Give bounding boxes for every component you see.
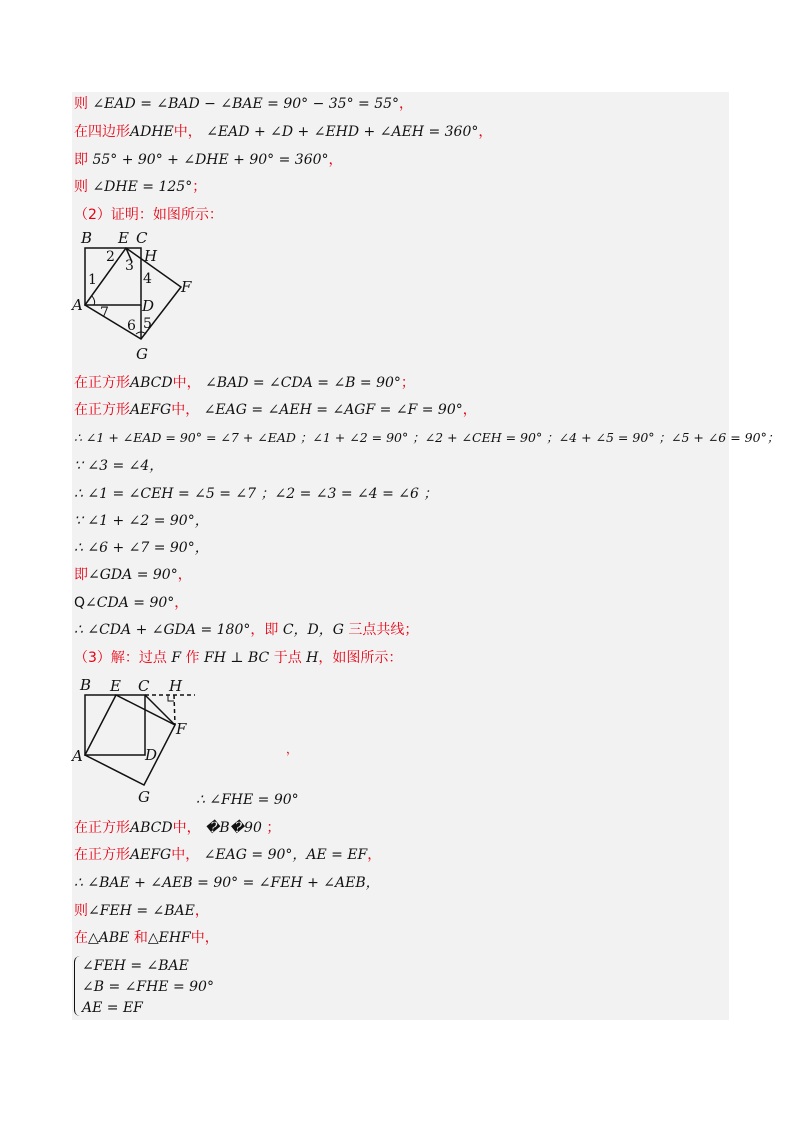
line-3: 即 55° + 90° + ∠DHE + 90° = 360°， <box>74 152 343 168</box>
p2-line-2: 在正方形AEFG中， ∠EAG = ∠AEH = ∠AGF = ∠F = 90°， <box>74 402 477 418</box>
fig1-angle-5: 5 <box>143 316 152 332</box>
line-4: 则 ∠DHE = 125°； <box>74 179 207 195</box>
p2-line-9: Q∠CDA = 90°， <box>74 595 189 611</box>
p2-line-3: ∴ ∠1 + ∠EAD = 90° = ∠7 + ∠EAD ；∠1 + ∠2 = 90° ；∠2 + ∠CEH = 90° ；∠4 + ∠5 = 90° ；∠5 + ∠6 = 90°； <box>74 430 780 445</box>
line-2: 在四边形ADHE中， ∠EAD + ∠D + ∠EHD + ∠AEH = 360°， <box>74 124 493 140</box>
fig1-label-e: E <box>118 229 129 247</box>
fig2-label-h: H <box>169 677 183 695</box>
p3-line-4: 则∠FEH = ∠BAE， <box>74 903 209 919</box>
fig2-label-d: D <box>145 746 158 764</box>
part2-heading: （2）证明：如图所示： <box>74 207 223 223</box>
fig1-angle-7: 7 <box>100 305 109 321</box>
fig2-square-aefg <box>85 695 175 785</box>
system-eq-3: AE = EF <box>82 1000 143 1016</box>
p2-line-5: ∴ ∠1 = ∠CEH = ∠5 = ∠7 ；∠2 = ∠3 = ∠4 = ∠6 ； <box>74 486 438 502</box>
fig2-square-abcd <box>85 695 145 755</box>
fig1-label-d: D <box>142 297 155 315</box>
p2-line-10: ∴ ∠CDA + ∠GDA = 180°，即 C，D，G 三点共线； <box>74 622 419 638</box>
p2-line-8: 即∠GDA = 90°， <box>74 567 192 583</box>
line-1: 则 ∠EAD = ∠BAD − ∠BAE = 90° − 35° = 55°， <box>74 96 414 112</box>
fig2-line-cf <box>145 695 175 725</box>
part3-heading: （3）解：过点 F 作 FH ⊥ BC 于点 H，如图所示： <box>74 650 403 666</box>
fig2-label-c: C <box>138 677 150 695</box>
fig1-angle-6: 6 <box>127 318 136 334</box>
fig1-angle-1: 1 <box>88 272 97 288</box>
fig1-angle-4: 4 <box>143 271 152 287</box>
fig1-label-h: H <box>144 247 158 265</box>
p3-line-2: 在正方形AEFG中， ∠EAG = 90°，AE = EF， <box>74 847 382 863</box>
p3-line-3: ∴ ∠BAE + ∠AEB = 90° = ∠FEH + ∠AEB， <box>74 875 380 891</box>
p2-line-6: ∵ ∠1 + ∠2 = 90°， <box>74 513 209 529</box>
p3-line-5: 在△ABE 和△EHF中， <box>74 930 219 946</box>
p2-line-4: ∵ ∠3 = ∠4， <box>74 458 164 474</box>
figure-2 <box>70 674 200 810</box>
system-eq-1: ∠FEH = ∠BAE <box>82 958 189 974</box>
fig1-label-g: G <box>136 345 148 363</box>
fig1-label-f: F <box>181 278 192 296</box>
fig1-angle-3: 3 <box>125 258 134 274</box>
fig1-label-a: A <box>72 296 83 314</box>
system-eq-2: ∠B = ∠FHE = 90° <box>82 979 214 995</box>
fig2-line-fh <box>174 695 175 725</box>
p3-fhe: ∴ ∠FHE = 90° <box>196 792 299 808</box>
fig2-label-b: B <box>80 676 92 694</box>
stray-comma: ， <box>286 742 299 756</box>
p2-line-1: 在正方形ABCD中， ∠BAD = ∠CDA = ∠B = 90°； <box>74 375 415 391</box>
fig1-label-b: B <box>81 229 93 247</box>
fig2-label-e: E <box>110 677 121 695</box>
fig2-label-f: F <box>176 720 187 738</box>
p2-line-7: ∴ ∠6 + ∠7 = 90°， <box>74 540 209 556</box>
figure-1 <box>70 228 210 364</box>
p3-line-1: 在正方形ABCD中， �B�90 ； <box>74 820 281 836</box>
fig1-label-c: C <box>136 229 148 247</box>
system-brace <box>74 956 81 1016</box>
fig1-angle-2: 2 <box>106 249 115 265</box>
fig2-label-a: A <box>72 747 83 765</box>
fig2-label-g: G <box>138 788 150 806</box>
